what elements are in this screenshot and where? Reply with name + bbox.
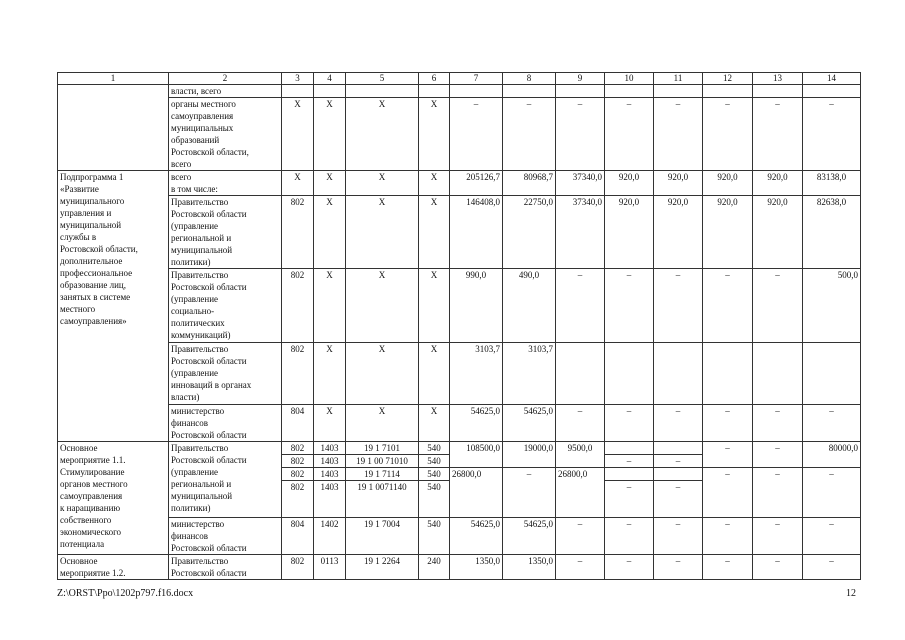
table-cell — [605, 343, 654, 405]
table-cell: – — [605, 555, 654, 580]
table-cell: 54625,0 — [503, 518, 556, 555]
table-cell: 1403 — [314, 468, 346, 481]
table-cell: 540 — [419, 455, 450, 468]
table-cell: 802 — [282, 269, 314, 343]
table-cell — [753, 85, 803, 98]
header-cell: 14 — [803, 73, 861, 85]
table-cell: Правительство Ростовской области (управление региональной и муниципальной политики) — [169, 196, 282, 269]
table-cell: – — [703, 98, 753, 171]
page-number: 12 — [846, 588, 856, 599]
table-row — [58, 518, 861, 555]
table-cell: Правительство Ростовской области (управление социально- политических коммуникаций) — [169, 269, 282, 343]
table-cell: 37340,0 — [556, 171, 605, 196]
table-cell: 82638,0 — [803, 196, 861, 269]
header-cell: 5 — [346, 73, 419, 85]
table-cell: – — [605, 455, 654, 468]
table-cell: – — [753, 518, 803, 555]
table-cell: 80968,7 — [503, 171, 556, 196]
table-cell: – — [654, 455, 703, 468]
table-cell: 19 1 7101 — [346, 442, 419, 455]
table-cell: 1403 — [314, 442, 346, 455]
table-cell: 540 — [419, 518, 450, 555]
table-cell: – — [654, 405, 703, 442]
table-cell — [703, 85, 753, 98]
table-cell: X — [419, 405, 450, 442]
table-cell: X — [346, 171, 419, 196]
table-cell: X — [314, 269, 346, 343]
table-cell: 1403 — [314, 481, 346, 518]
table-cell: 108500,0 — [450, 442, 503, 468]
measure-title: Основное мероприятие 1.1. Стимулирование органов местного самоуправления к наращиванию собственного экономического потенциала — [58, 442, 169, 555]
table-cell: – — [753, 269, 803, 343]
table-cell — [654, 343, 703, 405]
table-cell: – — [450, 98, 503, 171]
table-cell: X — [314, 171, 346, 196]
table-cell: 990,0 — [450, 269, 503, 343]
header-cell: 7 — [450, 73, 503, 85]
table-cell: X — [419, 343, 450, 405]
table-cell: 500,0 — [803, 269, 861, 343]
table-cell: 19 1 00 71010 — [346, 455, 419, 468]
table-cell — [58, 85, 169, 171]
table-cell: 240 — [419, 555, 450, 580]
table-cell: всего в том числе: — [169, 171, 282, 196]
table-cell: 802 — [282, 468, 314, 481]
table-cell: министерство финансов Ростовской области — [169, 518, 282, 555]
table-cell: – — [703, 442, 753, 468]
budget-table — [57, 72, 861, 580]
table-cell: Правительство Ростовской области — [169, 555, 282, 580]
table-cell: – — [605, 518, 654, 555]
table-cell: 3103,7 — [503, 343, 556, 405]
table-cell: 802 — [282, 555, 314, 580]
table-cell: 9500,0 — [556, 442, 605, 468]
file-path-footer: Z:\ORST\Ppo\1202p797.f16.docx — [57, 588, 194, 599]
table-cell — [605, 468, 654, 481]
table-row — [58, 555, 861, 580]
table-cell: 205126,7 — [450, 171, 503, 196]
table-cell: X — [419, 171, 450, 196]
table-row — [58, 405, 861, 442]
measure-title: Основное мероприятие 1.2. — [58, 555, 169, 580]
table-cell: X — [282, 98, 314, 171]
table-cell: X — [314, 98, 346, 171]
table-cell: 1402 — [314, 518, 346, 555]
table-cell — [803, 85, 861, 98]
table-cell: X — [419, 196, 450, 269]
table-cell: X — [314, 405, 346, 442]
table-cell: – — [556, 98, 605, 171]
table-cell: 19 1 0071140 — [346, 481, 419, 518]
table-cell — [654, 85, 703, 98]
table-cell: 80000,0 — [803, 442, 861, 468]
table-cell: – — [803, 555, 861, 580]
table-cell: – — [654, 555, 703, 580]
table-row — [58, 171, 861, 196]
table-cell: 54625,0 — [450, 405, 503, 442]
table-cell: – — [503, 98, 556, 171]
table-cell: Правительство Ростовской области (управление инноваций в органах власти) — [169, 343, 282, 405]
table-cell: 0113 — [314, 555, 346, 580]
table-cell: 920,0 — [605, 196, 654, 269]
table-cell — [605, 442, 654, 455]
table-cell: – — [605, 98, 654, 171]
table-cell: 540 — [419, 481, 450, 518]
table-cell: 1403 — [314, 455, 346, 468]
table-cell: X — [346, 98, 419, 171]
table-row — [58, 85, 861, 98]
table-cell: 19000,0 — [503, 442, 556, 468]
table-row — [58, 98, 861, 171]
table-cell: 490,0 — [503, 269, 556, 343]
table-cell: власти, всего — [169, 85, 282, 98]
table-cell: – — [605, 269, 654, 343]
header-cell: 4 — [314, 73, 346, 85]
table-cell: – — [803, 468, 861, 518]
table-cell: – — [654, 518, 703, 555]
table-cell: 1350,0 — [503, 555, 556, 580]
table-cell: X — [419, 269, 450, 343]
table-cell: 26800,0 — [450, 468, 503, 518]
header-cell: 13 — [753, 73, 803, 85]
table-cell: 920,0 — [654, 171, 703, 196]
table-cell: – — [703, 468, 753, 518]
table-cell: – — [753, 405, 803, 442]
table-cell: 802 — [282, 455, 314, 468]
table-cell: – — [753, 442, 803, 468]
table-cell: – — [605, 481, 654, 518]
table-cell — [654, 442, 703, 455]
table-cell — [346, 85, 419, 98]
table-cell: X — [346, 405, 419, 442]
table-cell: 540 — [419, 442, 450, 455]
table-cell: 19 1 2264 — [346, 555, 419, 580]
header-cell: 6 — [419, 73, 450, 85]
table-cell: министерство финансов Ростовской области — [169, 405, 282, 442]
table-cell: – — [753, 555, 803, 580]
table-cell: 920,0 — [753, 196, 803, 269]
table-cell: X — [282, 171, 314, 196]
table-cell — [803, 343, 861, 405]
table-cell: 804 — [282, 518, 314, 555]
table-cell: 920,0 — [703, 196, 753, 269]
table-cell: – — [703, 405, 753, 442]
table-cell: X — [346, 196, 419, 269]
table-cell: – — [803, 405, 861, 442]
header-cell: 10 — [605, 73, 654, 85]
table-cell — [419, 85, 450, 98]
header-cell: 3 — [282, 73, 314, 85]
table-cell: 37340,0 — [556, 196, 605, 269]
table-cell: Правительство Ростовской области (управление региональной и муниципальной политики) — [169, 442, 282, 518]
header-cell: 8 — [503, 73, 556, 85]
subprogram-title: Подпрограмма 1 «Развитие муниципального управления и муниципальной службы в Ростовской области, дополнительное профессиональное образование лиц, занятых в системе местного самоуправления» — [58, 171, 169, 442]
table-cell: 802 — [282, 196, 314, 269]
header-cell: 1 — [58, 73, 169, 85]
table-cell: 26800,0 — [556, 468, 605, 518]
table-cell: – — [556, 555, 605, 580]
table-cell — [605, 85, 654, 98]
table-cell: – — [654, 98, 703, 171]
table-cell: X — [346, 343, 419, 405]
table-row — [58, 196, 861, 269]
table-cell: – — [605, 405, 654, 442]
table-cell: 3103,7 — [450, 343, 503, 405]
table-cell — [556, 343, 605, 405]
table-cell: – — [803, 98, 861, 171]
table-cell: 540 — [419, 468, 450, 481]
table-cell: 83138,0 — [803, 171, 861, 196]
table-cell: 920,0 — [654, 196, 703, 269]
table-cell: – — [556, 269, 605, 343]
table-cell: – — [703, 555, 753, 580]
table-cell: – — [753, 98, 803, 171]
table-cell: – — [753, 468, 803, 518]
header-cell: 12 — [703, 73, 753, 85]
table-row — [58, 269, 861, 343]
table-cell: 1350,0 — [450, 555, 503, 580]
table-cell: 802 — [282, 442, 314, 455]
table-cell: 920,0 — [753, 171, 803, 196]
table-cell — [753, 343, 803, 405]
table-cell — [314, 85, 346, 98]
table-cell — [654, 468, 703, 481]
header-cell: 9 — [556, 73, 605, 85]
table-cell: – — [503, 468, 556, 518]
table-cell: 19 1 7114 — [346, 468, 419, 481]
table-row — [58, 343, 861, 405]
table-cell: – — [703, 518, 753, 555]
table-cell: 802 — [282, 481, 314, 518]
table-cell: 920,0 — [703, 171, 753, 196]
table-cell: 804 — [282, 405, 314, 442]
table-cell: 146408,0 — [450, 196, 503, 269]
table-cell — [556, 85, 605, 98]
table-cell: – — [556, 405, 605, 442]
table-cell: X — [419, 98, 450, 171]
table-cell: X — [314, 343, 346, 405]
table-cell: – — [654, 269, 703, 343]
table-cell: – — [654, 481, 703, 518]
table-row — [58, 442, 861, 455]
table-cell — [450, 85, 503, 98]
header-cell: 2 — [169, 73, 282, 85]
table-cell — [503, 85, 556, 98]
header-cell: 11 — [654, 73, 703, 85]
header-row — [58, 73, 861, 85]
table-cell: X — [346, 269, 419, 343]
table-cell — [282, 85, 314, 98]
table-cell: 54625,0 — [450, 518, 503, 555]
table-cell: – — [803, 518, 861, 555]
table-cell: органы местного самоуправления муниципальных образований Ростовской области, всего — [169, 98, 282, 171]
table-cell: – — [556, 518, 605, 555]
table-cell: X — [314, 196, 346, 269]
table-cell: 19 1 7004 — [346, 518, 419, 555]
table-cell: 802 — [282, 343, 314, 405]
table-cell: 920,0 — [605, 171, 654, 196]
table-cell: 22750,0 — [503, 196, 556, 269]
table-cell: – — [703, 269, 753, 343]
table-cell: 54625,0 — [503, 405, 556, 442]
table-cell — [703, 343, 753, 405]
